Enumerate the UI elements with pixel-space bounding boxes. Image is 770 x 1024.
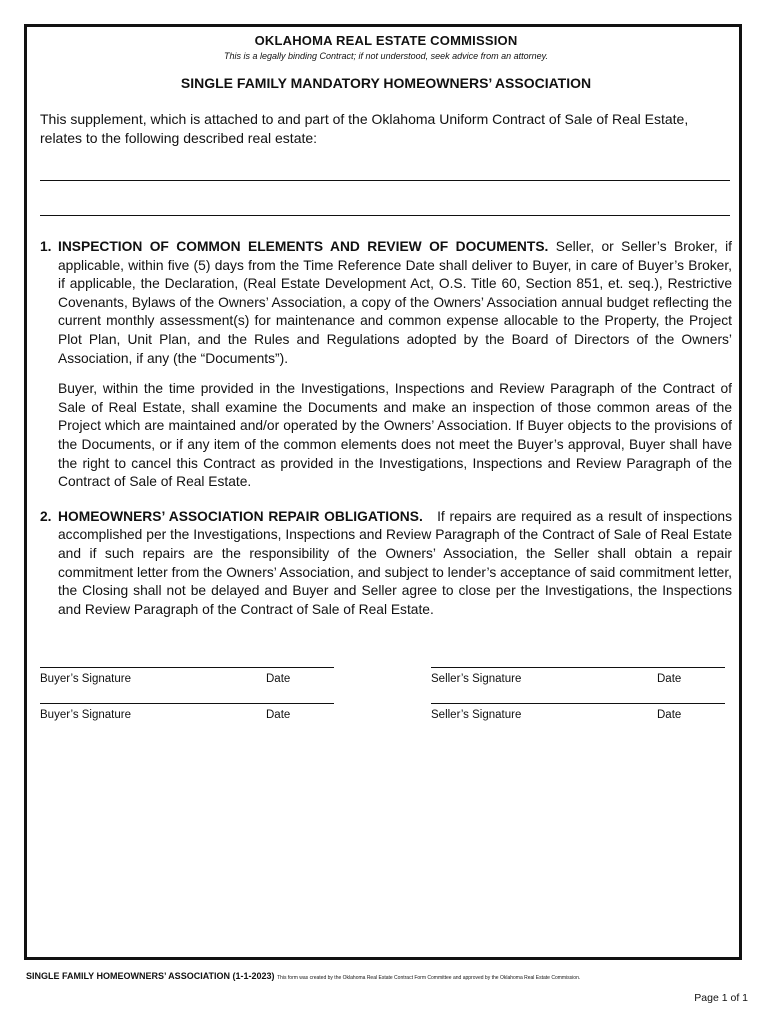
signature-row-2 <box>40 691 730 727</box>
section-2 <box>40 508 732 620</box>
organization-title: OKLAHOMA REAL ESTATE COMMISSION <box>254 33 518 48</box>
date-label: Date <box>657 709 682 721</box>
buyer-signature-line-1[interactable] <box>40 655 334 668</box>
buyer-signature-block-2 <box>40 691 334 722</box>
seller-signature-label: Seller’s Signature <box>431 709 522 721</box>
footer-form-info <box>26 971 580 984</box>
document-frame <box>24 24 742 960</box>
section-2-heading: HOMEOWNERS’ ASSOCIATION REPAIR OBLIGATIONS. <box>58 508 423 524</box>
intro-text: This supplement, which is attached to and part of the Oklahoma Uniform Contract of Sale of Real Estate, relates to the following described real estate: <box>40 111 689 146</box>
seller-signature-block-2 <box>431 691 725 722</box>
buyer-signature-block-1 <box>40 655 334 686</box>
section-1-body: Seller, or Seller’s Broker, if applicable, within five (5) days from the Time Reference Date shall deliver to Buyer, in care of Buyer’s Broker, if applicable, the Declaration, (Real Estate Development Act, O.S. Title 60, Section 851, et. seq.), Restrictive Covenants, Bylaws of the Owners’ Association, a copy of the Owners’ Association annual budget reflecting the current monthly assessment(s) for maintenance and common expense allocable to the Property, the Project Plot Plan, Unit Plan, and the Rules and Regulations adopted by the Board of Directors of the Owners’ Association, if any (the “Documents”). <box>58 239 732 366</box>
seller-signature-line-2[interactable] <box>431 691 725 704</box>
section-2-number: 2. <box>40 508 52 524</box>
buyer-signature-line-2[interactable] <box>40 691 334 704</box>
footer-form-id: SINGLE FAMILY HOMEOWNERS’ ASSOCIATION (1-1-2023) <box>26 971 275 981</box>
date-label: Date <box>266 673 291 685</box>
property-description-line-1[interactable] <box>40 162 730 181</box>
buyer-signature-label: Buyer’s Signature <box>40 709 131 721</box>
date-label: Date <box>657 673 682 685</box>
section-2-paragraph <box>58 508 732 620</box>
seller-signature-label: Seller’s Signature <box>431 673 522 685</box>
signature-area <box>40 655 730 727</box>
page-number: Page 1 of 1 <box>694 992 748 1004</box>
legal-disclaimer: This is a legally binding Contract; if not understood, seek advice from an attorney. <box>223 51 548 61</box>
seller-signature-block-1 <box>431 655 725 686</box>
section-1 <box>40 238 732 492</box>
footer-note: This form was created by the Oklahoma Real Estate Contract Form Committee and approved by the Oklahoma Real Estate Commission. <box>277 975 581 981</box>
section-1-paragraph <box>58 238 732 368</box>
section-1-number: 1. <box>40 239 52 254</box>
section-1-heading: INSPECTION OF COMMON ELEMENTS AND REVIEW OF DOCUMENTS. <box>58 239 549 254</box>
property-description-line-2[interactable] <box>40 197 730 216</box>
document-title: SINGLE FAMILY MANDATORY HOMEOWNERS’ ASSOCIATION <box>180 75 592 91</box>
date-label: Date <box>266 709 291 721</box>
signature-row-1 <box>40 655 730 691</box>
buyer-signature-label: Buyer’s Signature <box>40 673 131 685</box>
section-1-body-2: Buyer, within the time provided in the Investigations, Inspections and Review Paragraph of the Contract of Sale of Real Estate, shall examine the Documents and make an inspection of those common areas of the Project which are maintained and/or operated by the Owners’ Association. If Buyer objects to the provisions of the Documents, or if any item of the common elements does not meet the Buyer’s approval, Buyer shall have the right to cancel this Contract as provided in the Investigations, Inspections and Review Paragraph of the Contract of Sale of Real Estate. <box>58 381 732 490</box>
seller-signature-line-1[interactable] <box>431 655 725 668</box>
section-2-body: If repairs are required as a result of inspections accomplished per the Investigations, Inspections and Review Paragraph of the Contract of Sale of Real Estate and if such repairs are the responsibility of the Owners’ Association, the Seller shall obtain a repair commitment letter from the Owners’ Association, and subject to lender’s acceptance of said commitment letter, the Closing shall not be delayed and Buyer and Seller agree to close per the Investigations, the Inspections and Review Paragraph of the Contract of Sale of Real Estate. <box>58 508 732 617</box>
document-body <box>40 33 732 619</box>
